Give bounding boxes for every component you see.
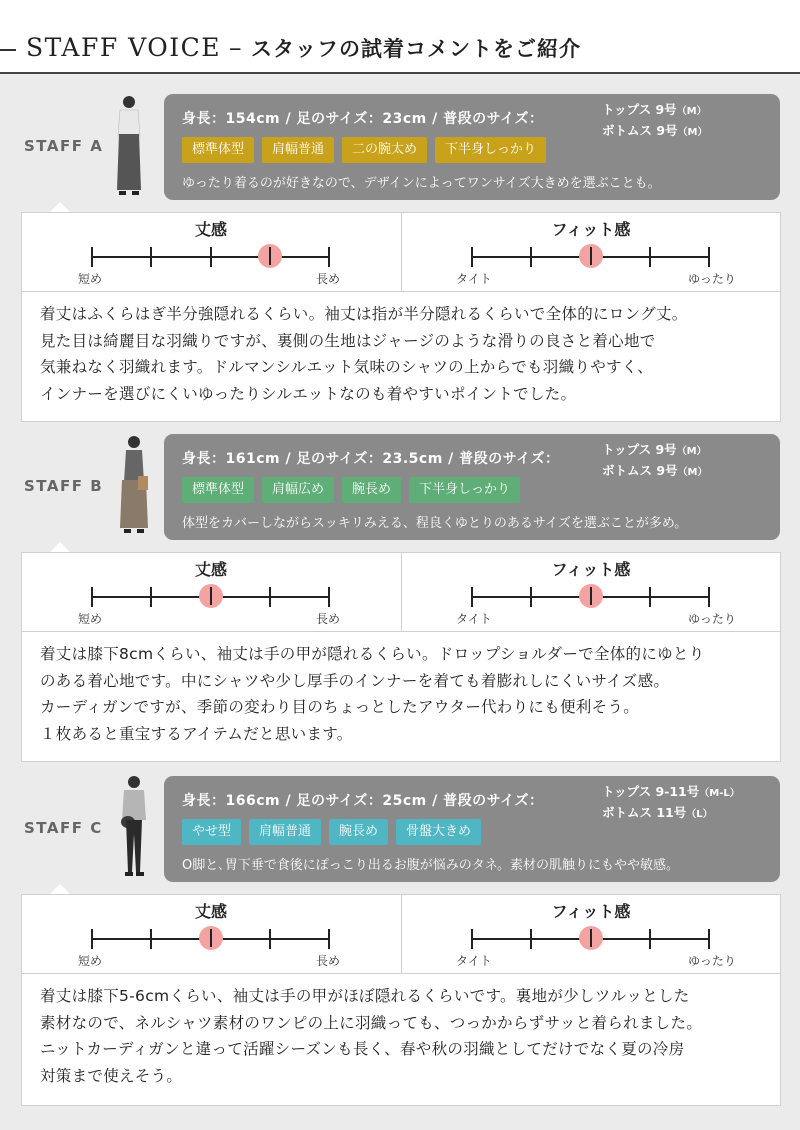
fit-scale-title: フィット感 — [551, 560, 631, 579]
scale-tick — [150, 247, 152, 267]
tag: 肩幅普通 — [262, 137, 334, 163]
profile-note: 体型をカバーしながらスッキリみえる、程良くゆとりのあるサイズを選ぶことが多め。 — [182, 516, 688, 531]
fit-marker — [579, 584, 603, 608]
scale-tick — [471, 587, 473, 607]
scale-tick — [210, 247, 212, 267]
staff-a-photo — [103, 92, 155, 202]
staff-label: STAFF B — [24, 477, 104, 495]
profile-note: O脚と､胃下垂で食後にぽっこり出るお腹が悩みのタネ。素材の肌触りにもやや敏感。 — [182, 858, 679, 873]
tag: やせ型 — [182, 819, 241, 845]
scale-tick — [150, 929, 152, 949]
fit-scale — [402, 553, 780, 631]
staff-a-profile — [164, 94, 780, 200]
comment-line: カーディガンですが、季節の変わり目のちょっとしたアウター代わりにも便利そう。 — [40, 698, 640, 716]
scale-tick — [649, 587, 651, 607]
comment-line: 着丈は膝下8cmくらい、袖丈は手の甲が隠れるくらい。ドロップショルダーで全体的にゆとり — [40, 645, 705, 663]
tag: 下半身しっかり — [409, 477, 520, 503]
comment-line: 着丈はふくらはぎ半分強隠れるくらい。袖丈は指が半分隠れるくらいで全体的にロング丈。 — [40, 305, 688, 323]
staff-comment — [40, 301, 770, 407]
length-scale-max: 長め — [316, 612, 341, 626]
scale-tick — [150, 587, 152, 607]
staff-c-photo — [108, 772, 160, 882]
tops-size: トップス 9-11号 — [602, 784, 700, 799]
header-rule — [0, 49, 16, 51]
fit-scale — [402, 895, 780, 973]
length-scale — [22, 895, 400, 973]
comment-line: 対策まで使えそう。 — [40, 1066, 183, 1085]
scale-tick — [471, 247, 473, 267]
bottoms-size-code: （L） — [686, 809, 713, 820]
fit-marker — [579, 244, 603, 268]
fit-scales — [22, 553, 780, 632]
comment-line: ニットカーディガンと違って活躍シーズンも長く、春や秋の羽織としてだけでなく夏の冷房 — [40, 1040, 685, 1058]
title-jp: スタッフの試着コメントをご紹介 — [251, 37, 581, 61]
comment-line: 着丈は膝下5-6cmくらい、袖丈は手の甲がほぼ隠れるくらいです。裏地が少しツルッとした — [40, 987, 690, 1005]
scale-tick — [91, 929, 93, 949]
profile-note: ゆったり着るのが好きなので、デザインによってワンサイズ大きめを選ぶことも。 — [182, 176, 661, 191]
length-scale-title: 丈感 — [194, 902, 227, 921]
fit-marker — [579, 926, 603, 950]
tag: 下半身しっかり — [435, 137, 546, 163]
fit-scale-min: タイト — [456, 272, 492, 286]
length-scale — [22, 213, 400, 291]
profile-stats: 身長：154cm / 足のサイズ：23cm / 普段のサイズ： — [182, 111, 544, 127]
staff-block-b — [0, 422, 800, 762]
length-scale-title: 丈感 — [194, 220, 227, 239]
scale-tick — [708, 247, 710, 267]
bottoms-size-code: （M） — [677, 467, 708, 478]
scale-tick — [708, 587, 710, 607]
tag: 標準体型 — [182, 477, 254, 503]
length-scale-min: 短め — [78, 272, 103, 286]
callout-arrow — [50, 884, 70, 894]
length-scale-max: 長め — [316, 954, 341, 968]
comment-line: 気兼ねなく羽織れます。ドルマンシルエット気味のシャツの上からでも羽織りやすく、 — [40, 358, 654, 376]
tops-size-code: （M） — [676, 446, 707, 457]
scale-tick — [91, 587, 93, 607]
length-marker — [258, 244, 282, 268]
tops-size-code: （M） — [676, 106, 707, 117]
staff-comment — [40, 983, 770, 1089]
callout-arrow — [50, 542, 70, 552]
fit-scale-title: フィット感 — [551, 220, 631, 239]
length-scale — [22, 553, 400, 631]
comment-line: １枚あると重宝するアイテムだと思います。 — [40, 724, 353, 743]
profile-stats: 身長：161cm / 足のサイズ：23.5cm / 普段のサイズ： — [182, 451, 560, 467]
section-title — [26, 33, 581, 63]
staff-c-review — [21, 894, 781, 1106]
tag: 肩幅普通 — [249, 819, 321, 845]
fit-scale-max: ゆったり — [688, 954, 736, 968]
scale-tick — [649, 929, 651, 949]
staff-b-photo — [108, 432, 160, 542]
title-en: STAFF VOICE — [26, 33, 221, 62]
tops-size: トップス 9号 — [602, 442, 677, 457]
staff-b-review — [21, 552, 781, 762]
usual-sizes — [602, 782, 740, 824]
scale-tick — [91, 247, 93, 267]
staff-a-review — [21, 212, 781, 422]
length-marker — [199, 926, 223, 950]
tag: 骨盤大きめ — [396, 819, 481, 845]
tops-size-code: （M-L） — [699, 788, 740, 799]
scale-tick — [708, 929, 710, 949]
tag: 標準体型 — [182, 137, 254, 163]
callout-arrow — [50, 202, 70, 212]
scale-tick — [530, 247, 532, 267]
tag: 二の腕太め — [342, 137, 427, 163]
staff-label: STAFF C — [24, 819, 103, 837]
fit-scale-min: タイト — [456, 612, 492, 626]
bottoms-size: ボトムス 9号 — [602, 123, 678, 138]
scale-tick — [530, 929, 532, 949]
scale-tick — [269, 587, 271, 607]
title-dash: – — [229, 33, 243, 62]
body-type-tags — [182, 819, 481, 845]
bottoms-size: ボトムス 11号 — [602, 805, 687, 820]
tops-size: トップス 9号 — [602, 102, 677, 117]
bottoms-size-code: （M） — [677, 127, 708, 138]
fit-scale-title: フィット感 — [551, 902, 631, 921]
staff-block-a — [0, 74, 800, 422]
fit-scale-max: ゆったり — [688, 272, 736, 286]
scale-tick — [269, 929, 271, 949]
comment-line: 見た目は綺麗目な羽織りですが、裏側の生地はジャージのような滑りの良さと着心地で — [40, 331, 656, 350]
bottoms-size: ボトムス 9号 — [602, 463, 678, 478]
section-header — [0, 0, 800, 72]
staff-label: STAFF A — [24, 137, 104, 155]
fit-scale — [402, 213, 780, 291]
length-scale-max: 長め — [316, 272, 341, 286]
fit-scale-min: タイト — [456, 954, 492, 968]
scale-tick — [328, 929, 330, 949]
fit-scales — [22, 213, 780, 292]
body-type-tags — [182, 477, 520, 503]
length-scale-title: 丈感 — [194, 560, 227, 579]
tag: 腕長め — [329, 819, 388, 845]
comment-line: のある着心地です。中にシャツや少し厚手のインナーを着ても着膨れしにくいサイズ感。 — [40, 671, 670, 690]
tag: 肩幅広め — [262, 477, 334, 503]
staff-b-profile — [164, 434, 780, 540]
staff-c-profile — [164, 776, 780, 882]
usual-sizes — [602, 440, 708, 482]
length-marker — [199, 584, 223, 608]
fit-scales — [22, 895, 780, 974]
scale-tick — [530, 587, 532, 607]
scale-tick — [328, 587, 330, 607]
comment-line: 素材なので、ネルシャツ素材のワンピの上に羽織っても、つっかからずサッと着られました。 — [40, 1013, 703, 1032]
length-scale-min: 短め — [78, 954, 103, 968]
staff-comment — [40, 641, 770, 747]
usual-sizes — [602, 100, 708, 142]
profile-stats: 身長：166cm / 足のサイズ：25cm / 普段のサイズ： — [182, 793, 544, 809]
scale-tick — [328, 247, 330, 267]
staff-block-c — [0, 762, 800, 1122]
comment-line: インナーを選びにくいゆったりシルエットなのも着やすいポイントでした。 — [40, 384, 577, 403]
body-type-tags — [182, 137, 546, 163]
tag: 腕長め — [342, 477, 401, 503]
fit-scale-max: ゆったり — [688, 612, 736, 626]
scale-tick — [649, 247, 651, 267]
staff-voice-body — [0, 74, 800, 1130]
scale-tick — [471, 929, 473, 949]
length-scale-min: 短め — [78, 612, 103, 626]
